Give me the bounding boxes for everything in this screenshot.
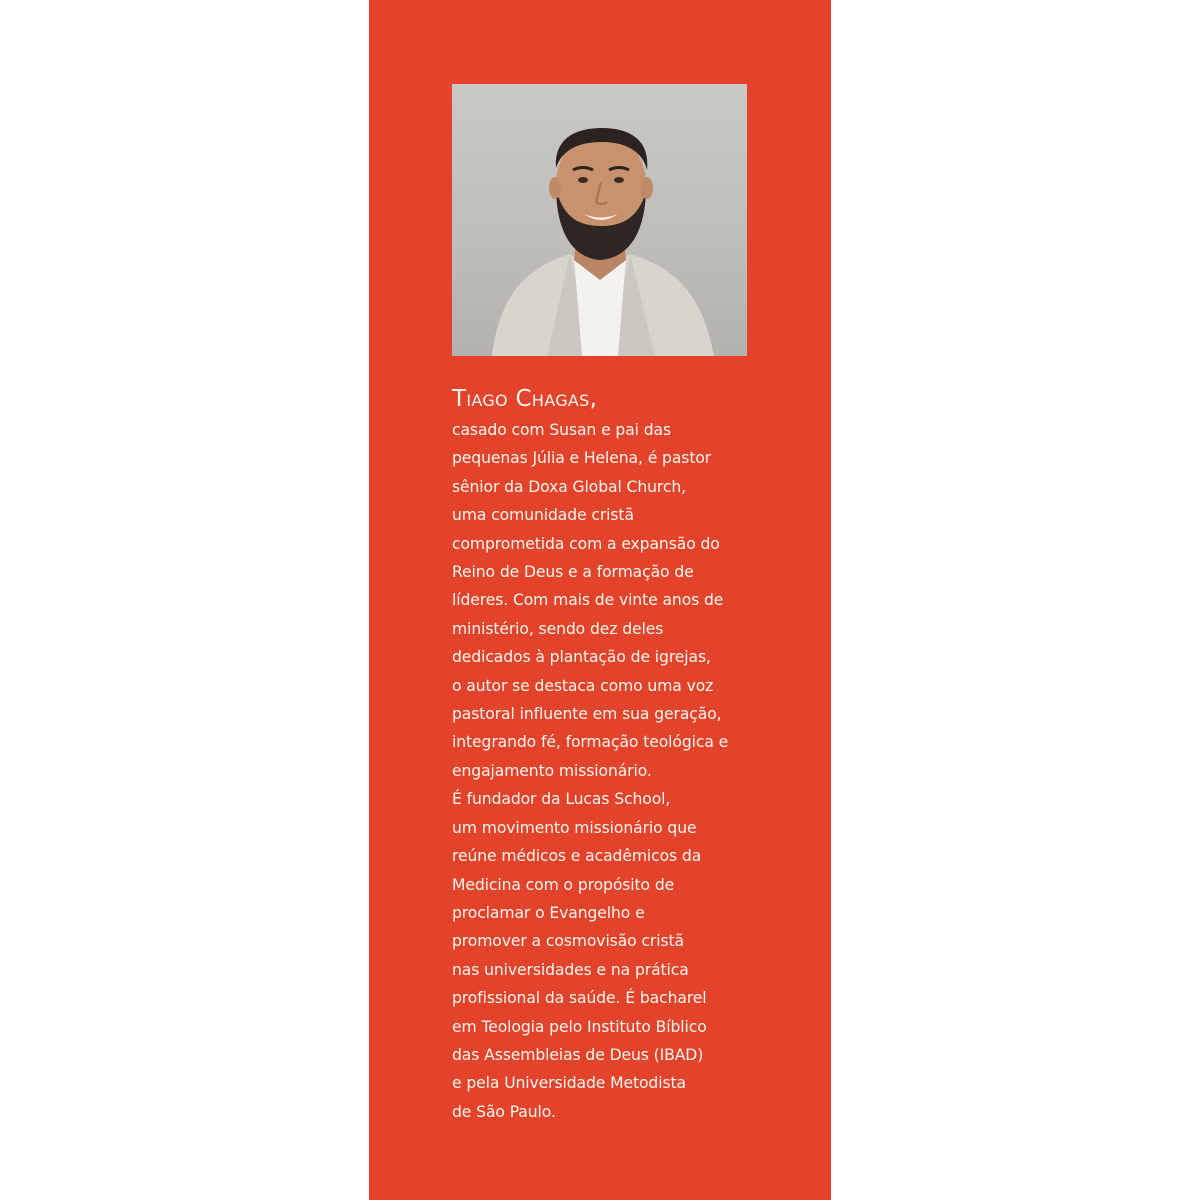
bio-line: pastoral influente em sua geração, <box>452 705 722 724</box>
bio-line: Reino de Deus e a formação de <box>452 563 694 582</box>
bio-line: das Assembleias de Deus (IBAD) <box>452 1045 704 1064</box>
book-flap <box>369 0 831 1200</box>
bio-line: promover a cosmovisão cristã <box>452 932 684 951</box>
bio-line: Medicina com o propósito de <box>452 875 675 894</box>
bio-line: nas universidades e na prática <box>452 960 689 979</box>
bio-line: o autor se destaca como uma voz <box>452 676 714 695</box>
bio-line: É fundador da Lucas School, <box>452 790 671 809</box>
bio-line: e pela Universidade Metodista <box>452 1074 686 1093</box>
author-photo <box>452 84 747 356</box>
bio-line: sênior da Doxa Global Church, <box>452 477 686 496</box>
bio-line: uma comunidade cristã <box>452 506 634 525</box>
author-bio <box>452 416 832 1126</box>
author-portrait-illustration <box>452 84 747 356</box>
bio-line: comprometida com a expansão do <box>452 534 720 553</box>
bio-line: casado com Susan e pai das <box>452 421 672 439</box>
bio-line: em Teologia pelo Instituto Bíblico <box>452 1017 707 1036</box>
bio-line: profissional da saúde. É bacharel <box>452 989 707 1008</box>
bio-line: integrando fé, formação teológica e <box>452 733 729 752</box>
bio-line: engajamento missionário. <box>452 761 652 780</box>
bio-line: dedicados à plantação de igrejas, <box>452 648 711 667</box>
bio-line: pequenas Júlia e Helena, é pastor <box>452 449 712 468</box>
author-name: Tiago Chagas, <box>452 386 598 412</box>
bio-line: líderes. Com mais de vinte anos de <box>452 591 724 610</box>
bio-line: de São Paulo. <box>452 1102 556 1121</box>
bio-line: um movimento missionário que <box>452 818 697 837</box>
bio-line: ministério, sendo dez deles <box>452 619 664 638</box>
bio-line: proclamar o Evangelho e <box>452 903 645 922</box>
bio-line: reúne médicos e acadêmicos da <box>452 847 702 866</box>
